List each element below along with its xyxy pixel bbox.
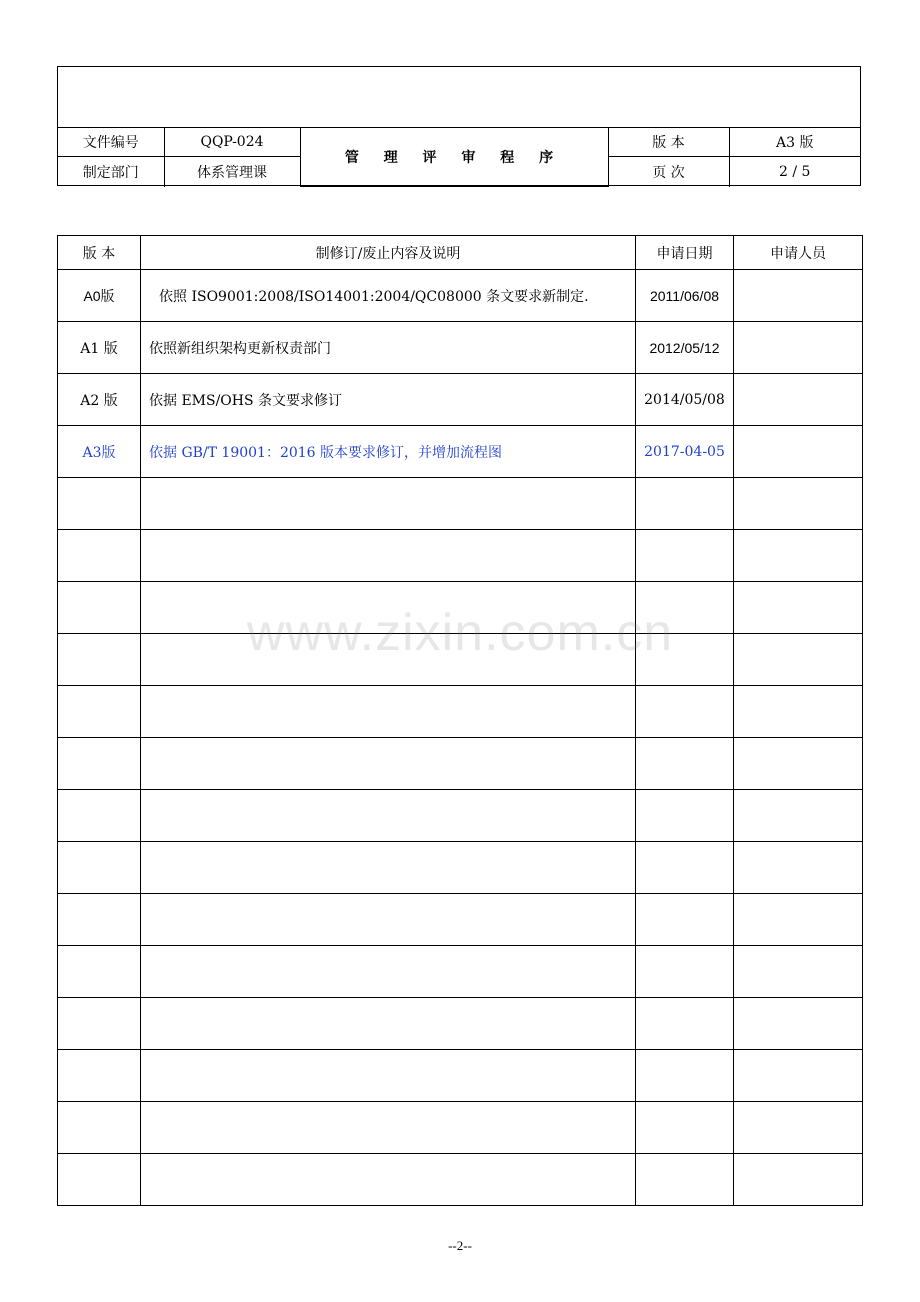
- row-description: [141, 1154, 636, 1206]
- row-person: [734, 998, 863, 1050]
- row-date: [636, 842, 734, 894]
- table-row: [58, 426, 863, 478]
- row-version: [58, 738, 141, 790]
- version-label: 版 本: [608, 128, 729, 157]
- row-description: 依据 GB/T 19001：2016 版本要求修订，并增加流程图: [141, 426, 636, 478]
- row-person: [734, 1102, 863, 1154]
- row-description: [141, 842, 636, 894]
- row-person: [734, 582, 863, 634]
- column-header-date: 申请日期: [636, 236, 734, 270]
- table-row: [58, 374, 863, 426]
- empty-table-row: [58, 998, 863, 1050]
- row-person: [734, 1154, 863, 1206]
- row-description: 依照 ISO9001:2008/ISO14001:2004/QC08000 条文要求新制定.: [141, 270, 636, 322]
- page-label: 页 次: [608, 157, 729, 187]
- row-date: 2014/05/08: [636, 374, 734, 426]
- document-header: [57, 66, 861, 186]
- empty-table-row: [58, 790, 863, 842]
- row-date: 2011/06/08: [636, 270, 734, 322]
- row-date: [636, 790, 734, 842]
- empty-table-row: [58, 478, 863, 530]
- row-description: [141, 634, 636, 686]
- empty-table-row: [58, 1102, 863, 1154]
- row-description: [141, 1102, 636, 1154]
- empty-table-row: [58, 1050, 863, 1102]
- row-person: [734, 946, 863, 998]
- header-info-table: [58, 127, 860, 187]
- row-person: [734, 426, 863, 478]
- row-version: [58, 478, 141, 530]
- row-date: [636, 686, 734, 738]
- row-date: [636, 530, 734, 582]
- row-date: [636, 634, 734, 686]
- page-value: 2 / 5: [729, 157, 860, 187]
- row-person: [734, 374, 863, 426]
- row-version: A1 版: [58, 322, 141, 374]
- row-date: [636, 1050, 734, 1102]
- row-description: [141, 738, 636, 790]
- empty-table-row: [58, 738, 863, 790]
- row-description: [141, 530, 636, 582]
- row-version: [58, 530, 141, 582]
- row-person: [734, 686, 863, 738]
- row-person: [734, 790, 863, 842]
- watermark: www.zixin.com.cn: [246, 604, 674, 662]
- row-description: [141, 894, 636, 946]
- row-person: [734, 530, 863, 582]
- doc-no-label: 文件编号: [58, 128, 164, 157]
- row-person: [734, 634, 863, 686]
- column-header-version: 版 本: [58, 236, 141, 270]
- row-version: [58, 686, 141, 738]
- dept-label: 制定部门: [58, 157, 164, 187]
- row-version: [58, 1154, 141, 1206]
- row-date: [636, 894, 734, 946]
- empty-table-row: [58, 842, 863, 894]
- revision-history-table: [57, 235, 863, 1206]
- row-description: 依据 EMS/OHS 条文要求修订: [141, 374, 636, 426]
- empty-table-row: [58, 946, 863, 998]
- dept-value: 体系管理课: [164, 157, 300, 187]
- empty-table-row: [58, 894, 863, 946]
- row-person: [734, 842, 863, 894]
- version-value: A3 版: [729, 128, 860, 157]
- row-version: A0版: [58, 270, 141, 322]
- row-version: [58, 946, 141, 998]
- row-date: 2012/05/12: [636, 322, 734, 374]
- row-date: [636, 738, 734, 790]
- row-version: [58, 634, 141, 686]
- empty-table-row: [58, 582, 863, 634]
- row-description: [141, 478, 636, 530]
- column-header-description: 制修订/废止内容及说明: [141, 236, 636, 270]
- row-version: [58, 582, 141, 634]
- row-version: [58, 894, 141, 946]
- row-description: [141, 686, 636, 738]
- row-version: [58, 842, 141, 894]
- row-description: [141, 582, 636, 634]
- table-row: [58, 270, 863, 322]
- row-version: [58, 790, 141, 842]
- row-date: [636, 946, 734, 998]
- row-person: [734, 270, 863, 322]
- row-date: [636, 582, 734, 634]
- row-date: [636, 478, 734, 530]
- empty-table-row: [58, 530, 863, 582]
- row-person: [734, 1050, 863, 1102]
- empty-table-row: [58, 686, 863, 738]
- row-date: [636, 1102, 734, 1154]
- row-version: A2 版: [58, 374, 141, 426]
- row-description: [141, 790, 636, 842]
- doc-no-value: QQP-024: [164, 128, 300, 157]
- row-person: [734, 322, 863, 374]
- row-version: A3版: [58, 426, 141, 478]
- row-description: [141, 998, 636, 1050]
- column-header-person: 申请人员: [734, 236, 863, 270]
- empty-table-row: [58, 1154, 863, 1206]
- row-description: [141, 946, 636, 998]
- row-person: [734, 738, 863, 790]
- row-description: 依照新组织架构更新权责部门: [141, 322, 636, 374]
- row-person: [734, 478, 863, 530]
- table-row: [58, 322, 863, 374]
- row-version: [58, 1102, 141, 1154]
- row-person: [734, 894, 863, 946]
- row-date: [636, 998, 734, 1050]
- row-version: [58, 1050, 141, 1102]
- page-number: --2--: [448, 1238, 472, 1253]
- document-title: 管 理 评 审 程 序: [300, 128, 608, 187]
- row-version: [58, 998, 141, 1050]
- row-date: 2017-04-05: [636, 426, 734, 478]
- empty-table-row: [58, 634, 863, 686]
- row-description: [141, 1050, 636, 1102]
- row-date: [636, 1154, 734, 1206]
